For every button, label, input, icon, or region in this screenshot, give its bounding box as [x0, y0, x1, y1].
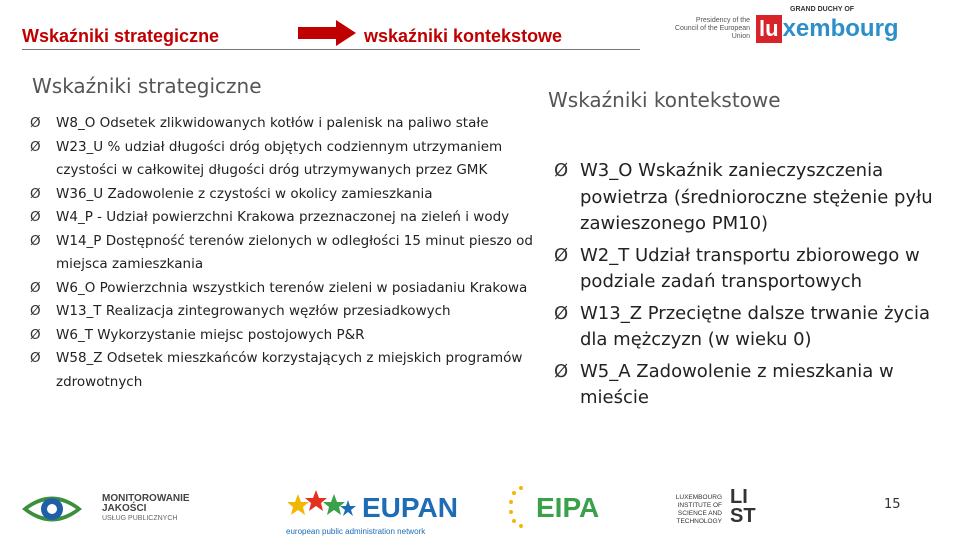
bullet-arrow-icon: Ø: [30, 185, 41, 202]
bullet-arrow-icon: Ø: [554, 360, 569, 382]
eipa-logo-text: EIPA: [536, 492, 600, 523]
lux-top-label: GRAND DUCHY OF: [790, 6, 855, 13]
bullet-arrow-icon: Ø: [30, 115, 41, 131]
list-item: [554, 158, 934, 238]
list-item-text: W36_U Zadowolenie z czystości w okolicy zamieszkania: [56, 185, 433, 202]
list-item-text: W14_P Dostępność terenów zielonych w odległości 15 minut pieszo od miejsca zamieszkania: [56, 232, 533, 272]
list-item-text: W4_P - Udział powierzchni Krakowa przeznaczonej na zieleń i wody: [56, 209, 510, 225]
list-item: [30, 230, 550, 277]
list-item-text: W13_T Realizacja zintegrowanych węzłów przesiadkowych: [56, 303, 451, 319]
eipa-stars-icon: [506, 484, 536, 530]
arrow-right-icon: [298, 20, 356, 46]
eye-logo-icon: [18, 490, 86, 528]
bullet-arrow-icon: Ø: [554, 160, 569, 181]
bullet-arrow-icon: Ø: [30, 303, 41, 319]
lux-logo-text: xembourg: [782, 15, 899, 42]
list-item-text: W6_O Powierzchnia wszystkich terenów zieleni w posiadaniu Krakowa: [56, 279, 528, 296]
bullet-arrow-icon: Ø: [554, 302, 569, 324]
list-institute-text: LUXEMBOURG INSTITUTE OF SCIENCE AND TECHNOLOGY: [675, 494, 722, 525]
list-logo-line1: LI: [730, 486, 748, 508]
mon-line2: JAKOŚCI: [102, 503, 147, 514]
eupan-subtitle: european public administration network: [286, 527, 426, 536]
bullet-arrow-icon: Ø: [30, 350, 41, 366]
header-divider: [22, 49, 640, 50]
mon-line3: USŁUG PUBLICZNYCH: [102, 515, 178, 522]
list-item-text: W23_U % udział długości dróg objętych codziennym utrzymaniem czystości w całkowitej długości dróg utrzymywanych przez GMK: [56, 138, 503, 178]
header-left-title: Wskaźniki strategiczne: [22, 26, 220, 46]
presidency-label: Presidency of the Council of the European Union: [674, 17, 750, 40]
bullet-arrow-icon: Ø: [30, 232, 41, 249]
list-item-text: W58_Z Odsetek mieszkańców korzystających z miejskich programów zdrowotnych: [56, 350, 523, 390]
strategic-section-title: Wskaźniki strategiczne: [32, 74, 262, 98]
bullet-arrow-icon: Ø: [30, 279, 41, 296]
page-number: 15: [884, 497, 901, 512]
mon-line1: MONITOROWANIE: [102, 493, 190, 504]
list-item-text: W3_O Wskaźnik zanieczyszczenia powietrza (średnioroczne stężenie pyłu zawieszonego PM10): [580, 160, 933, 234]
bullet-arrow-icon: Ø: [30, 209, 41, 225]
monitoring-logo-text: [102, 494, 190, 524]
list-logo: [730, 488, 756, 526]
eupan-people-icon: [288, 486, 358, 526]
list-item: [30, 324, 550, 348]
list-item: [30, 136, 550, 183]
list-item-text: W2_T Udział transportu zbiorowego w podziale zadań transportowych: [580, 244, 920, 292]
luxembourg-logo: [756, 14, 899, 44]
contextual-indicator-list: [554, 158, 934, 417]
list-item-text: W13_Z Przeciętne dalsze trwanie życia dla mężczyzn (w wieku 0): [580, 302, 930, 350]
list-item: [30, 277, 550, 301]
list-item-text: W8_O Odsetek zlikwidowanych kotłów i palenisk na paliwo stałe: [56, 115, 489, 131]
list-item: [30, 183, 550, 207]
list-item: [30, 206, 550, 230]
lux-logo-box: lu: [756, 15, 782, 43]
bullet-arrow-icon: Ø: [30, 326, 41, 343]
bullet-arrow-icon: Ø: [30, 138, 41, 155]
eupan-logo-text: EUPAN: [362, 492, 458, 523]
list-item-text: W6_T Wykorzystanie miejsc postojowych P&R: [56, 326, 365, 343]
list-item: [30, 300, 550, 324]
header-right-title: wskaźniki kontekstowe: [364, 26, 563, 46]
contextual-section-title: Wskaźniki kontekstowe: [548, 88, 781, 112]
list-item: [554, 301, 934, 354]
bullet-arrow-icon: Ø: [554, 244, 569, 266]
list-item-text: W5_A Zadowolenie z mieszkania w mieście: [580, 360, 894, 408]
strategic-indicator-list: [30, 112, 550, 394]
list-item: [554, 359, 934, 412]
list-logo-line2: ST: [730, 505, 756, 527]
list-item: [554, 243, 934, 296]
list-item: [30, 347, 550, 394]
list-item: [30, 112, 550, 136]
